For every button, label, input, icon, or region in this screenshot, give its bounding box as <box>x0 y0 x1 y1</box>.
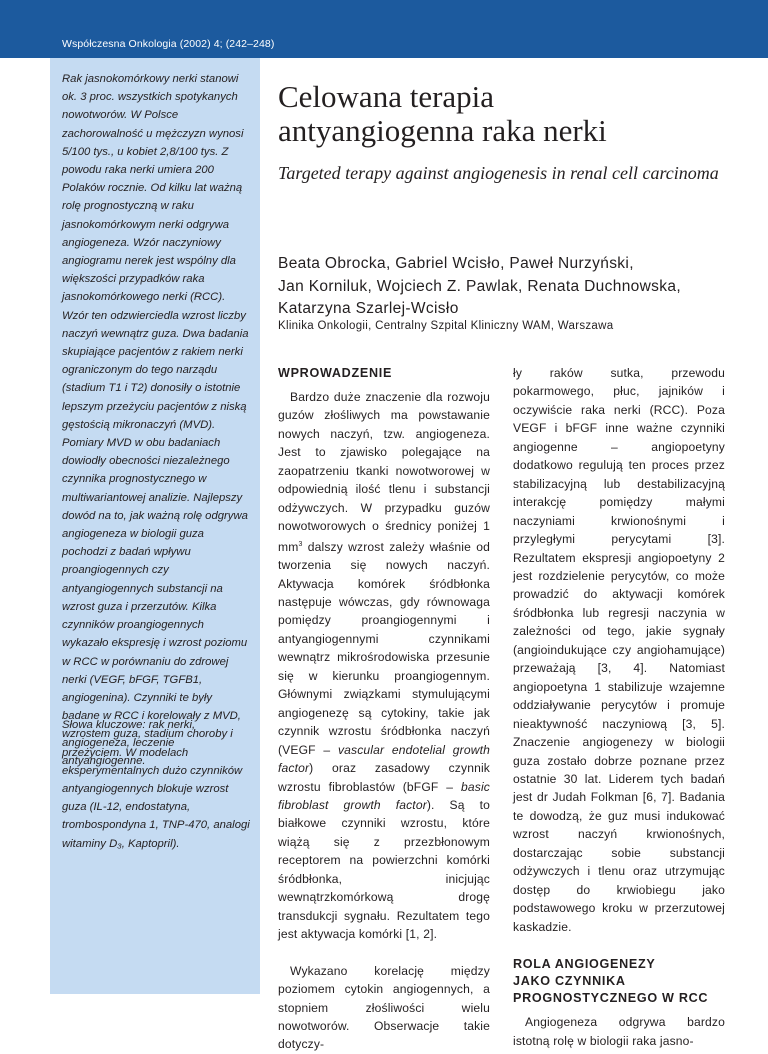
section2-paragraph-1: Angiogeneza odgrywa bardzo istotną rolę w biologii raka jasno- <box>513 1015 725 1048</box>
intro-p1-part-a: Bardzo duże znaczenie dla rozwoju guzów złośliwych ma powstawanie nowych naczyń, tzw. angiogeneza. Jest to zjawisko polegające na zaopatrzeniu tkanki nowotworowej w odpowiednią ilość tlenu i substancji odżywczych. W przypadku guzów nowotworowych o średnicy poniżej 1 mm <box>278 390 490 554</box>
column-2-paragraph-1: ły raków sutka, przewodu pokarmowego, płuc, jajników i oczywiście raka nerki (RCC). Poza VEGF i bFGF inne ważne czynniki angiogenne – angiopoetyny dodatkowo regulują ten proces przez stabilizacyjną lub destabilizacyjną interakcję pomiędzy małymi naczyniami krwionośnymi i przyległymi perycytami [3]. Rezultatem ekspresji angiopoetyny 2 jest rozdzielenie perycytów, co może prowadzić do aktywacji komórek śródbłonka lub regresji naczynia w zależności od tego, jakie sygnały (angioindukujące czy angiohamujące) przeważają [3, 4]. Natomiast angiopoetyna 1 stabilizuje wzajemne oddziaływanie perycytów i promuje nieaktywność naczyniową [3, 5]. Znaczenie angiogenezy w biologii guza zostało dobrze poznane przez ostatnie 30 lat. Liderem tych badań jest dr Judah Folkman [6, 7]. Badania te dowodzą, że guz musi indukować wzrost naczyń krwionośnych, dostarczając sobie substancji odżywczych i tlenu oraz utrzymując dostęp do krwiobiegu jako podstawowego kroku w przerzutowej kaskadzie. <box>513 366 725 934</box>
intro-paragraph-1 <box>278 388 490 944</box>
article-title-line-1: Celowana terapia <box>278 79 495 114</box>
intro-p1-part-b: dalszy wzrost zależy właśnie od tworzenia się nowych naczyń. Aktywacja komórek śródbłonka następuje wówczas, gdy równowaga pomiędzy proangiogennymi i antyangiogennymi czynnikami wewnątrz mikrośrodowiska przesunie się w kierunku proangiogennym. Głównymi związkami stymulującymi angiogenezę są cytokiny, takie jak czynnik wzrostu śródbłonka naczyń (VEGF – <box>278 539 490 757</box>
keywords-text: Słowa kluczowe: rak nerki, angiogeneza, leczenie antyangiogenne. <box>62 719 196 768</box>
intro-paragraph-2: Wykazano korelację między poziomem cytokin angiogennych, a stopniem złośliwości wielu nowotworów. Obserwacje takie dotyczy- <box>278 963 490 1052</box>
authors <box>278 253 748 321</box>
section-heading-prognostic-role <box>513 956 725 1007</box>
intro-p1-bfgf-italic: basic fibroblast growth factor <box>278 779 490 812</box>
keywords <box>62 716 252 771</box>
abstract-text: Rak jasnokomórkowy nerki stanowi ok. 3 proc. wszystkich spotykanych nowotworów. W Polsce zachorowalność u mężczyzn wynosi 5/100 tys., u kobiet 2,8/100 tys. Z powodu raka nerki umiera 200 Polaków rocznie. Od kilku lat ważną rolę prognostyczną w raku jasnokomórkowym nerki odgrywa angiogeneza. Wzór naczyniowy angiogramu nerek jest wspólny dla większości przypadków raka jasnokomórkowego nerki (RCC). Wzór ten odzwierciedla wzrost liczby naczyń wewnątrz guza. Dwa badania skupiające pacjentów z rakiem nerki ograniczonym do tego narządu (stadium T1 i T2) donosiły o istotnie lepszym przeżyciu pacjentów z niską gęstością mikronaczyń (MVD). Pomiary MVD w obu badaniach dowiodły obecności niezależnego czynnika prognostycznego w multiwariantowej analizie. Najlepszy dowód na to, jak ważną rolę odgrywa angiogeneza w biologii guza pochodzi z badań wpływu proangiogennych czy antyangiogennych substancji na wzrost guza i przerzutów. Kilka czynników proangiogennych wykazało ekspresję i wzrost poziomu w RCC w porównaniu do zdrowej nerki (VEGF, bFGF, TGFB1, angiogenina). Czynniki te były badane w RCC i korelowały z MVD, wzrostem guza, stadium choroby i przeżyciem. W modelach eksperymentalnych dużo czynników antyangiogennych blokuje wzrost guza (IL-12, endostatyna, trombospondyna 1, TNP-470, analogi witaminy D₃, Kaptopril). <box>62 73 250 850</box>
authors-line-1: Beata Obrocka, Gabriel Wcisło, Paweł Nurzyński, <box>278 255 634 272</box>
intro-p1-part-c: ) oraz zasadowy czynnik wzrostu fibroblastów (bFGF – <box>278 761 490 794</box>
authors-line-2: Jan Korniluk, Wojciech Z. Pawlak, Renata Duchnowska, <box>278 277 682 295</box>
section2-heading-line-3: PROGNOSTYCZNEGO W RCC <box>513 991 709 1006</box>
section-heading-introduction: WPROWADZENIE <box>278 366 393 380</box>
body-column-right <box>513 364 725 1050</box>
article-title-line-2: antyangiogenna raka nerki <box>278 113 607 148</box>
authors-line-3: Katarzyna Szarlej-Wcisło <box>278 300 459 317</box>
body-column-left <box>278 364 490 1054</box>
section2-heading-line-2: JAKO CZYNNIKA <box>513 974 626 989</box>
intro-p1-part-d: ). Są to białkowe czynniki wzrostu, które wiążą się z przezbłonowym receptorem na powierzchni komórki śródbłonka, inicjując wewnątrzkomórkową drogę transdukcji sygnału. Rezultatem tego jest aktywacja komórki [1, 2]. <box>278 798 490 942</box>
affiliation: Klinika Onkologii, Centralny Szpital Kliniczny WAM, Warszawa <box>278 320 614 332</box>
journal-reference: Współczesna Onkologia (2002) 4; (242–248) <box>62 38 275 50</box>
intro-p1-superscript: 3 <box>298 540 303 548</box>
english-title: Targeted terapy against angiogenesis in renal cell carcinoma <box>278 163 719 183</box>
section2-heading-line-1: ROLA ANGIOGENEZY <box>513 957 656 972</box>
intro-p1-vegf-italic: vascular endotelial growth factor <box>278 742 490 776</box>
article-title <box>278 80 748 148</box>
